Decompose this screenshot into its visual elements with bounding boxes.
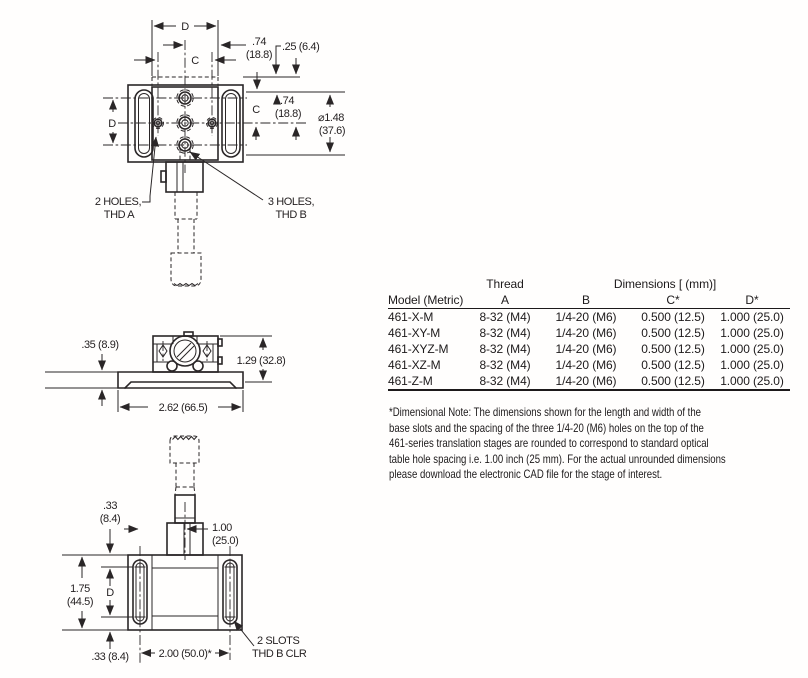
base-plate <box>118 372 243 388</box>
cell-a: 8-32 (M4) <box>479 310 531 324</box>
group-header-thread: Thread <box>486 277 524 291</box>
cell-a: 8-32 (M4) <box>479 342 531 356</box>
cell-c: 0.500 (12.5) <box>641 326 705 340</box>
dim-label-c-top: C <box>191 55 199 67</box>
label-3-holes: 3 HOLES, <box>267 196 315 208</box>
cell-b: 1/4-20 (M6) <box>540 373 632 390</box>
label-2-holes: 2 HOLES, <box>94 196 142 208</box>
dim-label-d-left: D <box>108 118 116 130</box>
cell-model: 461-XYZ-M <box>388 342 449 356</box>
dimensions-table <box>388 276 790 391</box>
note-line: table hole spacing i.e. 1.00 inch (25 mm). For the actual unrounded dimensions <box>389 451 726 466</box>
cell-model: 461-Z-M <box>388 373 470 390</box>
dim-label-diameter: ⌀1.48 <box>317 112 345 124</box>
side-view-linework <box>118 332 243 388</box>
dim-label-74-right: .74 <box>279 95 295 107</box>
dim-label-25: .25 (6.4) <box>282 41 320 53</box>
column-header-model: Model (Metric) <box>388 292 470 309</box>
cell-d: 1.000 (25.0) <box>714 373 790 390</box>
column-header-d: D* <box>714 292 790 309</box>
cell-b: 1/4-20 (M6) <box>555 310 617 324</box>
label-2-holes-thd: THD A <box>103 209 135 221</box>
cell-d: 1.000 (25.0) <box>720 326 784 340</box>
note-line: *Dimensional Note: The dimensions shown for the length and width of the <box>389 405 702 419</box>
dim-label-c-right: C <box>252 104 260 116</box>
micrometer <box>161 149 203 286</box>
bottom-view <box>62 436 307 664</box>
cell-d: 1.000 (25.0) <box>720 310 784 324</box>
cell-a: 8-32 (M4) <box>470 373 540 390</box>
dimensional-note <box>389 405 789 483</box>
table-header-row <box>388 292 790 309</box>
group-header-dimensions: Dimensions [ (mm)] <box>613 277 717 291</box>
top-view <box>95 20 345 286</box>
base-slot-left <box>135 90 153 157</box>
table-group-header-row <box>388 276 790 292</box>
dim-label-diameter-mm: (37.6) <box>318 125 346 137</box>
column-header-b: B <box>540 292 632 309</box>
cell-d: 1.000 (25.0) <box>720 358 784 372</box>
dim-label-175-mm: (44.5) <box>66 596 94 608</box>
dim-label-100-mm: (25.0) <box>212 535 239 547</box>
cell-model: 461-XZ-M <box>388 358 441 372</box>
table-row <box>388 309 790 326</box>
note-line: please download the electronic CAD file for the stage of interest. <box>389 467 663 481</box>
cell-c: 0.500 (12.5) <box>632 373 714 390</box>
dim-label-74-top-mm: (18.8) <box>245 49 273 61</box>
bottom-view-linework <box>128 436 242 664</box>
cell-d: 1.000 (25.0) <box>720 342 784 356</box>
dim-label-74-top: .74 <box>251 36 267 48</box>
cell-model: 461-X-M <box>388 310 434 324</box>
cell-c: 0.500 (12.5) <box>641 358 705 372</box>
label-2-slots: 2 SLOTS <box>257 635 300 647</box>
cell-a: 8-32 (M4) <box>479 326 531 340</box>
label-2-slots-thd: THD B CLR <box>252 648 307 660</box>
cell-c: 0.500 (12.5) <box>641 310 705 324</box>
dim-label-33-top-mm: (8.4) <box>99 513 121 525</box>
side-view <box>45 332 285 414</box>
base-bottom <box>128 555 242 630</box>
dim-label-d: D <box>106 587 114 599</box>
note-line: base slots and the spacing of the three 1/4-20 (M6) holes on the top of the <box>389 420 704 435</box>
dim-label-d-top: D <box>181 21 189 33</box>
label-3-holes-thd: THD B <box>275 209 307 221</box>
micrometer <box>167 436 203 555</box>
cell-b: 1/4-20 (M6) <box>555 342 617 356</box>
cell-b: 1/4-20 (M6) <box>555 358 617 372</box>
note-line: 461-series translation stages are rounded to correspond to standard optical <box>389 436 709 450</box>
dim-label-74-right-mm: (18.8) <box>274 108 302 120</box>
base-slot-right <box>222 90 240 157</box>
table-row <box>388 357 790 373</box>
dim-label-33-top: .33 <box>102 500 118 512</box>
dim-label-200: 2.00 (50.0)* <box>158 648 212 660</box>
dim-label-262: 2.62 (66.5) <box>158 402 208 414</box>
dim-label-035: .35 (8.9) <box>81 339 119 351</box>
empty-cell <box>388 276 470 292</box>
cell-c: 0.500 (12.5) <box>641 342 705 356</box>
column-header-a: A <box>470 292 540 309</box>
table-row <box>388 373 790 390</box>
dim-label-129: 1.29 (32.8) <box>236 355 286 367</box>
column-header-c: C* <box>632 292 714 309</box>
dim-label-100: 1.00 <box>212 522 232 534</box>
cell-a: 8-32 (M4) <box>479 358 531 372</box>
top-view-dimensions <box>95 20 345 221</box>
cell-b: 1/4-20 (M6) <box>555 326 617 340</box>
table-row <box>388 341 790 357</box>
cell-model: 461-XY-M <box>388 326 441 340</box>
dim-label-33-bottom: .33 (8.4) <box>91 651 129 663</box>
table-row <box>388 325 790 341</box>
dim-label-175: 1.75 <box>70 583 90 595</box>
